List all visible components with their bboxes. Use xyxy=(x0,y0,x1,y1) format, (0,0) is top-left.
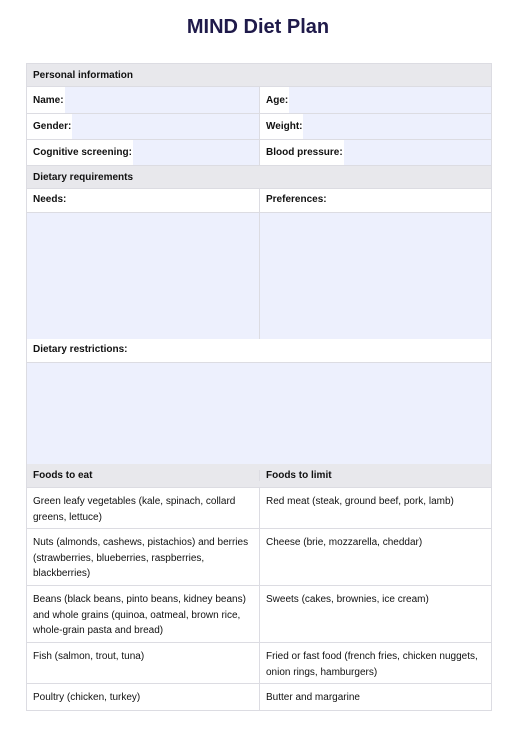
needs-input[interactable] xyxy=(27,212,259,339)
diet-plan-form xyxy=(26,63,492,711)
food-to-limit: Fried or fast food (french fries, chicken nuggets, onion rings, hamburgers) xyxy=(259,643,491,683)
food-to-eat: Nuts (almonds, cashews, pistachios) and berries (strawberries, blueberries, raspberries, blackberries) xyxy=(33,537,249,579)
age-field xyxy=(259,87,491,113)
dietary-requirements-header: Dietary requirements xyxy=(27,165,491,188)
personal-row-3 xyxy=(27,139,491,165)
preferences-label: Preferences: xyxy=(266,194,327,205)
age-input[interactable] xyxy=(289,87,491,113)
foods-to-limit-header: Foods to limit xyxy=(259,470,491,481)
name-input[interactable] xyxy=(65,87,259,113)
food-row xyxy=(27,683,491,710)
blood-pressure-field xyxy=(259,140,491,165)
food-row xyxy=(27,528,491,585)
food-to-eat: Beans (black beans, pinto beans, kidney beans) and whole grains (quinoa, oatmeal, brown rice, whole-grain pasta and bread) xyxy=(33,594,246,636)
gender-field xyxy=(27,114,259,139)
weight-input[interactable] xyxy=(303,114,491,139)
weight-label: Weight: xyxy=(266,121,303,132)
restrictions-box xyxy=(27,339,491,463)
restrictions-label: Dietary restrictions: xyxy=(33,344,128,355)
page-title: MIND Diet Plan xyxy=(186,16,330,38)
weight-field xyxy=(259,114,491,139)
food-row xyxy=(27,487,491,528)
needs-box xyxy=(27,189,259,338)
foods-to-eat-header: Foods to eat xyxy=(33,470,93,481)
food-to-limit: Cheese (brie, mozzarella, cheddar) xyxy=(259,529,491,585)
food-to-limit: Butter and margarine xyxy=(259,684,491,710)
food-row xyxy=(27,585,491,642)
preferences-box xyxy=(259,189,491,338)
food-to-limit: Sweets (cakes, brownies, ice cream) xyxy=(259,586,491,642)
age-label: Age: xyxy=(266,94,289,106)
food-to-eat: Fish (salmon, trout, tuna) xyxy=(33,651,145,662)
preferences-input[interactable] xyxy=(260,212,491,339)
restrictions-row xyxy=(27,338,491,463)
needs-preferences-row xyxy=(27,188,491,338)
gender-input[interactable] xyxy=(72,114,259,139)
blood-pressure-label: Blood pressure: xyxy=(266,147,343,158)
blood-pressure-input[interactable] xyxy=(344,140,491,165)
name-label: Name: xyxy=(33,94,64,106)
gender-label: Gender: xyxy=(33,121,72,132)
food-row xyxy=(27,642,491,683)
foods-header-row xyxy=(27,463,491,487)
food-to-eat: Green leafy vegetables (kale, spinach, collard greens, lettuce) xyxy=(33,496,236,523)
cognitive-screening-input[interactable] xyxy=(133,140,259,165)
needs-label: Needs: xyxy=(33,194,67,205)
cognitive-screening-label: Cognitive screening: xyxy=(33,147,132,158)
personal-info-header: Personal information xyxy=(27,64,491,86)
personal-row-1 xyxy=(27,86,491,113)
name-field xyxy=(27,87,259,113)
cognitive-screening-field xyxy=(27,140,259,165)
restrictions-input[interactable] xyxy=(27,362,491,464)
food-to-limit: Red meat (steak, ground beef, pork, lamb) xyxy=(259,488,491,528)
personal-row-2 xyxy=(27,113,491,139)
food-to-eat: Poultry (chicken, turkey) xyxy=(33,692,141,703)
